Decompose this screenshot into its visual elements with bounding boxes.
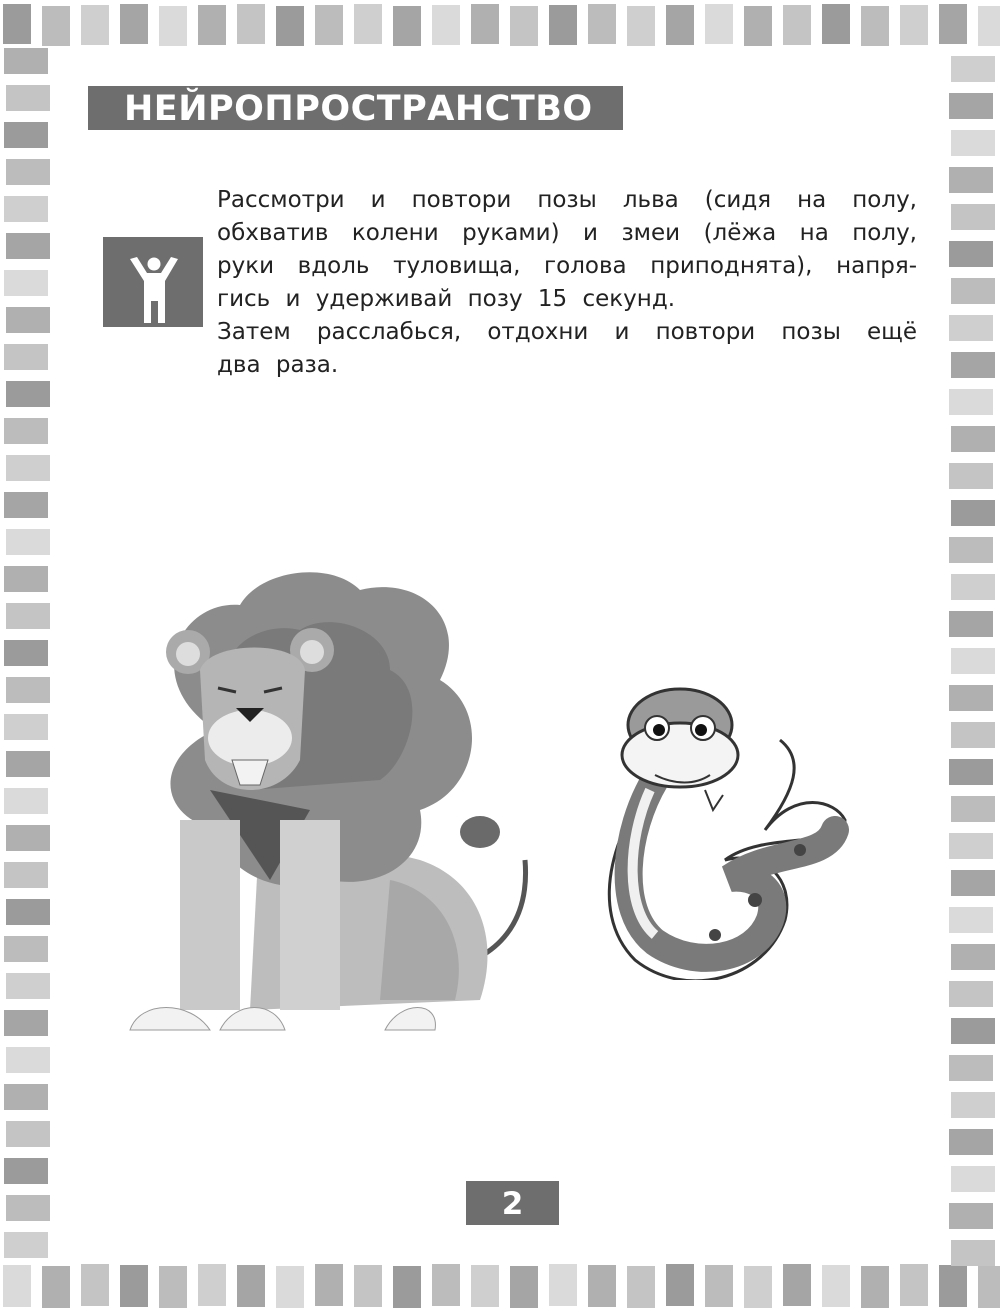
border-stripe [949,537,993,563]
border-stripe [6,529,50,555]
border-stripe [951,426,995,452]
border-stripe [120,4,148,44]
border-stripe [951,278,995,304]
border-stripe [588,4,616,44]
person-raised-arms-icon [103,237,203,327]
border-stripe [6,455,50,481]
border-stripe [4,1158,48,1184]
border-stripe [949,241,993,267]
border-stripe [783,5,811,45]
border-stripe [3,4,31,44]
border-stripe [951,500,995,526]
border-stripe [822,1265,850,1307]
border-stripe [951,130,995,156]
border-stripe [393,6,421,46]
border-stripe [951,796,995,822]
border-stripe [949,1203,993,1229]
border-stripe [159,6,187,46]
border-stripe [4,418,48,444]
border-stripe [939,1265,967,1307]
border-stripe [6,307,50,333]
border-stripe [949,759,993,785]
border-stripe [6,1121,50,1147]
border-stripe [6,85,50,111]
border-stripe [939,4,967,44]
instruction-text [217,184,917,382]
border-stripe [949,463,993,489]
border-stripe [951,648,995,674]
border-stripe [861,6,889,46]
border-stripe [6,233,50,259]
border-stripe [42,1266,70,1308]
border-stripe [627,6,655,46]
border-stripe [4,48,48,74]
border-stripe [6,603,50,629]
border-stripe [432,1264,460,1306]
border-stripe [951,1240,995,1266]
border-stripe [951,352,995,378]
instruction-line: обхватив колени руками) и змеи (лёжа на полу, [217,220,917,246]
border-stripe [6,899,50,925]
border-stripe [237,4,265,44]
border-stripe [949,611,993,637]
instruction-line: два раза. [217,352,339,378]
border-stripe [198,1264,226,1306]
border-stripe [978,1266,1000,1308]
border-stripe [951,204,995,230]
border-stripe [4,862,48,888]
border-stripe [949,1055,993,1081]
border-stripe [900,5,928,45]
border-stripe [949,833,993,859]
border-stripe [81,1264,109,1306]
border-stripe [666,5,694,45]
border-stripe [6,677,50,703]
border-stripe [315,1264,343,1306]
border-stripe [354,4,382,44]
border-stripe [588,1265,616,1307]
border-stripe [510,6,538,46]
border-stripe [432,5,460,45]
border-stripe [6,1047,50,1073]
border-stripe [627,1266,655,1308]
border-stripe [354,1265,382,1307]
border-stripe [951,870,995,896]
border-stripe [120,1265,148,1307]
page-number: 2 [466,1181,559,1225]
border-stripe [159,1266,187,1308]
border-stripe [951,944,995,970]
border-stripe [666,1264,694,1306]
border-stripe [6,751,50,777]
border-stripe [951,722,995,748]
border-stripe [949,315,993,341]
border-stripe [4,566,48,592]
border-stripe [4,1232,48,1258]
border-stripe [949,93,993,119]
border-stripe [951,56,995,82]
border-stripe [549,1264,577,1306]
border-stripe [4,640,48,666]
border-stripe [822,4,850,44]
border-stripe [4,788,48,814]
border-stripe [4,1010,48,1036]
border-stripe [471,4,499,44]
border-stripe [949,167,993,193]
border-stripe [6,825,50,851]
border-stripe [6,1195,50,1221]
border-stripe [951,1018,995,1044]
border-stripe [4,344,48,370]
border-stripe [705,4,733,44]
border-stripe [6,159,50,185]
border-stripe [978,6,1000,46]
border-stripe [198,5,226,45]
border-stripe [81,5,109,45]
border-stripe [276,6,304,46]
border-stripe [3,1265,31,1307]
border-stripe [276,1266,304,1308]
border-stripe [4,122,48,148]
border-stripe [315,5,343,45]
border-stripe [471,1265,499,1307]
border-stripe [949,1129,993,1155]
border-stripe [744,1266,772,1308]
border-stripe [949,981,993,1007]
border-stripe [6,381,50,407]
border-stripe [6,973,50,999]
border-stripe [949,389,993,415]
border-stripe [4,492,48,518]
snake-illustration [595,680,865,980]
instruction-line: Затем расслабься, отдохни и повтори позы ещё [217,319,917,345]
border-stripe [951,574,995,600]
border-stripe [4,1084,48,1110]
border-stripe [4,714,48,740]
border-stripe [744,6,772,46]
border-stripe [949,907,993,933]
border-stripe [783,1264,811,1306]
border-stripe [4,196,48,222]
border-stripe [393,1266,421,1308]
border-stripe [4,270,48,296]
border-stripe [951,1092,995,1118]
instruction-line: Рассмотри и повтори позы льва (сидя на полу, [217,187,917,213]
border-stripe [237,1265,265,1307]
border-stripe [705,1265,733,1307]
border-stripe [949,685,993,711]
border-stripe [42,6,70,46]
border-stripe [549,5,577,45]
lion-illustration [100,560,560,1040]
border-stripe [861,1266,889,1308]
border-stripe [4,936,48,962]
border-stripe [900,1264,928,1306]
page-title: НЕЙРОПРОСТРАНСТВО [124,89,593,129]
border-stripe [951,1166,995,1192]
instruction-line: гись и удерживай позу 15 секунд. [217,286,676,312]
border-stripe [510,1266,538,1308]
instruction-line: руки вдоль туловища, голова приподнята), напря- [217,253,917,279]
